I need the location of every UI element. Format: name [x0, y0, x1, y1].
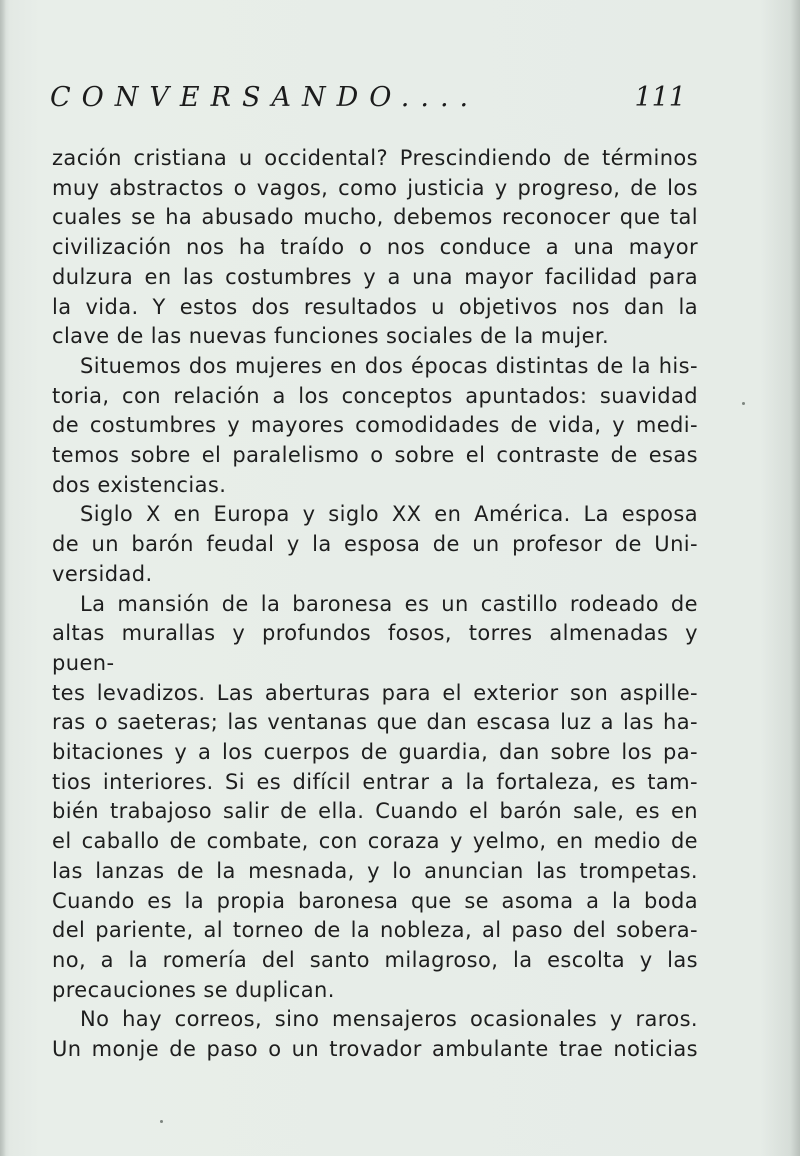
text-line: de costumbres y mayores comodidades de vida, y medi-	[52, 413, 698, 438]
text-line: versidad.	[52, 561, 153, 586]
page-gutter-shadow	[0, 0, 6, 1156]
text-line: Un monje de paso o un trovador ambulante trae noticias	[52, 1037, 698, 1062]
text-line: muy abstractos o vagos, como justicia y progreso, de los	[52, 175, 698, 200]
text-line: tes levadizos. Las aberturas para el exterior son aspille-	[52, 680, 698, 705]
text-line: toria, con relación a los conceptos apuntados: suavidad	[52, 383, 698, 408]
text-line: la vida. Y estos dos resultados u objetivos nos dan la	[52, 294, 698, 319]
text-line: clave de las nuevas funciones sociales de la mujer.	[52, 324, 610, 349]
text-line: temos sobre el paralelismo o sobre el contraste de esas	[52, 443, 698, 468]
text-line: no, a la romería del santo milagroso, la escolta y las	[52, 947, 698, 972]
text-line: Siglo X en Europa y siglo XX en América. La esposa	[80, 502, 698, 527]
text-line: civilización nos ha traído o nos conduce a una mayor	[52, 235, 698, 260]
text-line: dos existencias.	[52, 472, 227, 497]
text-line: zación cristiana u occidental? Prescindiendo de términos	[52, 146, 698, 170]
text-line: bién trabajoso salir de ella. Cuando el barón sale, es en	[52, 799, 698, 824]
text-line: Situemos dos mujeres en dos épocas distintas de la his-	[80, 353, 698, 378]
text-line: No hay correos, sino mensajeros ocasionales y raros.	[80, 1007, 698, 1032]
text-line: del pariente, al torneo de la nobleza, al paso del sobera-	[52, 918, 698, 943]
text-line: tios interiores. Si es difícil entrar a la fortaleza, es tam-	[52, 769, 698, 794]
text-line: el caballo de combate, con coraza y yelmo, en medio de	[52, 829, 698, 854]
text-line: precauciones se duplican.	[52, 977, 335, 1002]
text-line: cuales se ha abusado mucho, debemos reconocer que tal	[52, 205, 698, 230]
paper-speck	[742, 402, 745, 405]
body-text	[52, 144, 698, 1065]
paper-speck	[160, 1120, 163, 1123]
text-line: las lanzas de la mesnada, y lo anuncian las trompetas.	[52, 858, 698, 883]
text-line: altas murallas y profundos fosos, torres almenadas y puen-	[52, 621, 698, 675]
page-header	[50, 78, 686, 118]
text-line: dulzura en las costumbres y a una mayor facilidad para	[52, 264, 698, 289]
text-line: bitaciones y a los cuerpos de guardia, dan sobre los pa-	[52, 740, 698, 765]
text-line: La mansión de la baronesa es un castillo rodeado de	[80, 591, 698, 616]
page-number: 111	[634, 82, 686, 113]
text-line: de un barón feudal y la esposa de un profesor de Uni-	[52, 532, 698, 557]
text-line: ras o saeteras; las ventanas que dan escasa luz a las ha-	[52, 710, 698, 735]
running-head: CONVERSANDO....	[50, 82, 480, 113]
text-line: Cuando es la propia baronesa que se asoma a la boda	[52, 888, 698, 913]
